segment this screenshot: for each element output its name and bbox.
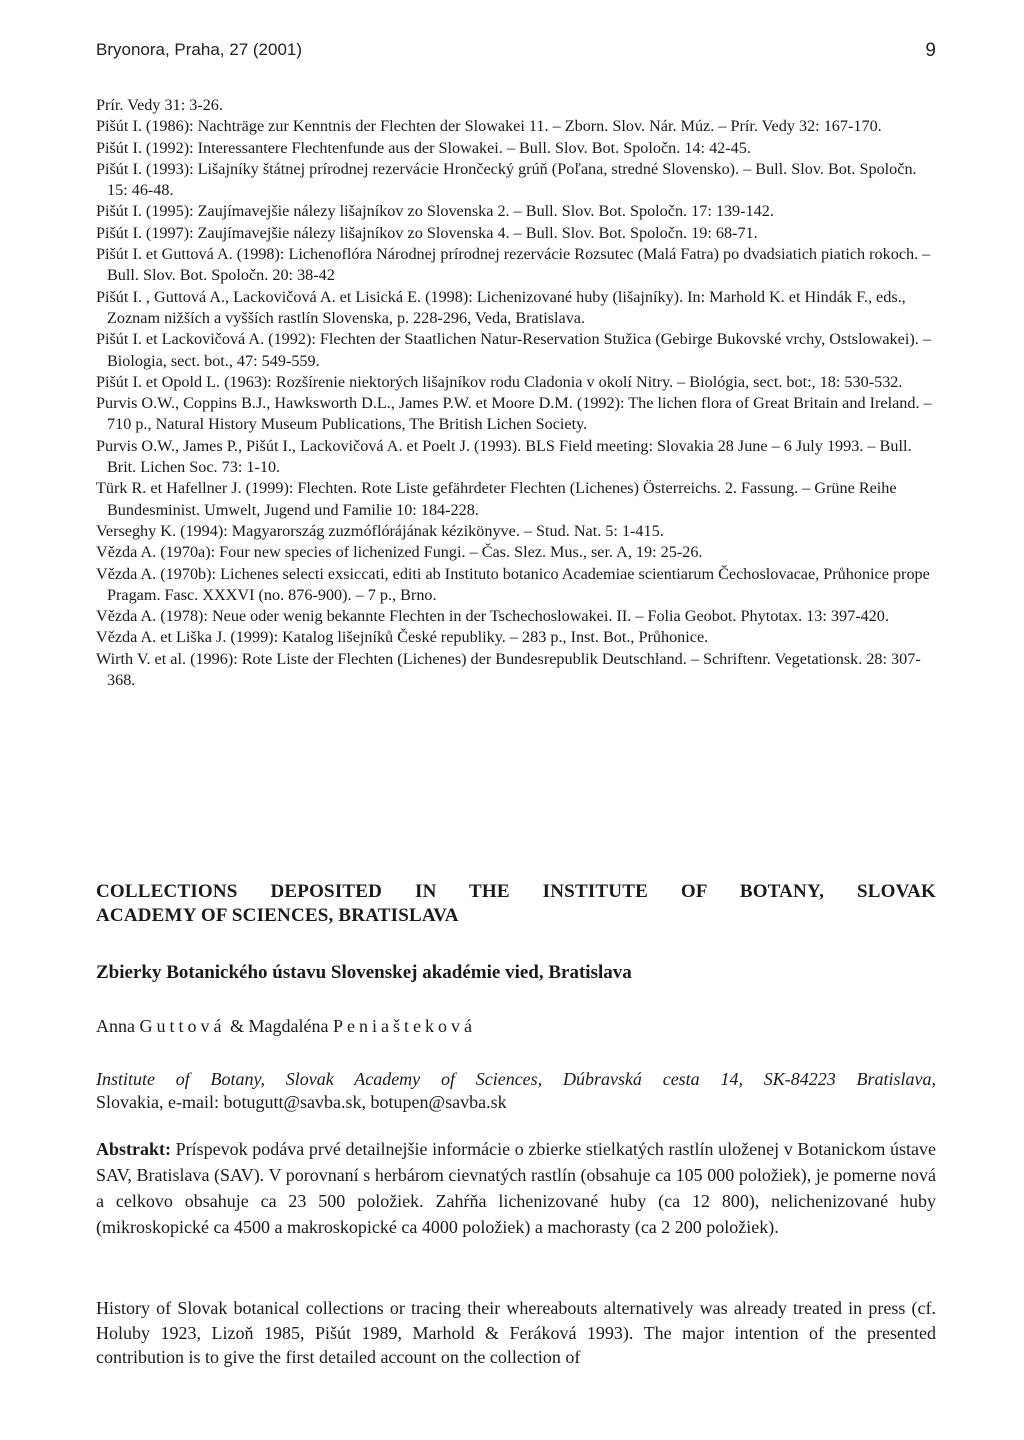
author1-first-name: Anna <box>96 1016 135 1036</box>
reference-item: Vězda A. et Liška J. (1999): Katalog lišejníků České republiky. – 283 p., Inst. Bot., Průhonice. <box>96 628 709 647</box>
article-title-line-1: COLLECTIONS DEPOSITED IN THE INSTITUTE OF BOTANY, SLOVAK <box>96 881 936 902</box>
affiliation-block <box>96 1068 936 1114</box>
reference-item: Pišút I. et Guttová A. (1998): Lichenoflóra Národnej prírodnej rezervácie Rozsutec (Malá Fatra) po dvadsiatich piatich rokoch. – Bull. Slov. Bot. Spoločn. 20: 38-42 <box>96 245 931 285</box>
reference-item: Pišút I. (1997): Zaujímavejšie nálezy lišajníkov zo Slovenska 4. – Bull. Slov. Bot. Spoločn. 19: 68-71. <box>96 223 758 242</box>
page-number: 9 <box>925 40 936 61</box>
article-subtitle: Zbierky Botanického ústavu Slovenskej akadémie vied, Bratislava <box>96 962 632 983</box>
reference-list <box>96 95 936 691</box>
author2-first-name: Magdaléna <box>248 1016 329 1036</box>
reference-item: Verseghy K. (1994): Magyarország zuzmóflórájának kézikönyve. – Stud. Nat. 5: 1-415. <box>96 521 664 540</box>
reference-item: Purvis O.W., James P., Pišút I., Lackovičová A. et Poelt J. (1993). BLS Field meeting: Slovakia 28 June – 6 July 1993. – Bull. Brit. Lichen Soc. 73: 1-10. <box>96 436 912 477</box>
running-header <box>96 40 936 60</box>
reference-item: Pišút I. (1986): Nachträge zur Kenntnis der Flechten der Slowakei 11. – Zborn. Slov. Nár. Múz. – Prír. Vedy 32: 167-170. <box>96 117 882 136</box>
article-title-line-2: ACADEMY OF SCIENCES, BRATISLAVA <box>96 905 459 926</box>
reference-item: Türk R. et Hafellner J. (1999): Flechten. Rote Liste gefährdeter Flechten (Lichenes) Österreichs. 2. Fassung. – Grüne Reihe Bundesminist. Umwelt, Jugend und Familie 10: 184-228. <box>96 479 897 519</box>
journal-citation: Bryonora, Praha, 27 (2001) <box>96 40 303 59</box>
abstract <box>96 1136 936 1240</box>
reference-item: Pišút I. (1992): Interessantere Flechtenfunde aus der Slowakei. – Bull. Slov. Bot. Spoločn. 14: 42-45. <box>96 138 751 157</box>
contact-email: Slovakia, e-mail: botugutt@savba.sk, botupen@savba.sk <box>96 1092 507 1112</box>
reference-item: Pišút I. et Opold L. (1963): Rozšírenie niektorých lišajníkov rodu Cladonia v okolí Nitry. – Biológia, sect. bot:, 18: 530-532. <box>96 372 903 391</box>
author1-last-name: Guttová <box>139 1016 226 1036</box>
reference-item: Prír. Vedy 31: 3-26. <box>96 96 223 114</box>
reference-item: Pišút I. , Guttová A., Lackovičová A. et Lisická E. (1998): Lichenizované huby (lišajníky). In: Marhold K. et Hindák F., eds., Zoznam nižších a vyšších rastlín Slovenska, p. 228-296, Veda, Bratislava. <box>96 287 906 327</box>
body-paragraph: History of Slovak botanical collections or tracing their whereabouts alternatively was already treated in press (cf. Holuby 1923, Lizoň 1985, Pišút 1989, Marhold & Feráková 1993). The major intention of the presented contribution is to give the first detailed account on the collection of <box>96 1298 936 1367</box>
abstract-label: Abstrakt: <box>96 1139 171 1159</box>
reference-item: Wirth V. et al. (1996): Rote Liste der Flechten (Lichenes) der Bundesrepublik Deutschland. – Schriftenr. Vegetationsk. 28: 307-368. <box>96 649 921 690</box>
reference-item: Pišút I. (1993): Lišajníky štátnej prírodnej rezervácie Hrončecký grúň (Poľana, stredné Slovensko). – Bull. Slov. Bot. Spoločn. 15: 46-48. <box>96 159 917 200</box>
author2-last-name: Peniašteková <box>332 1016 476 1036</box>
affiliation: Institute of Botany, Slovak Academy of Sciences, Dúbravská cesta 14, SK-84223 Bratislava, <box>96 1069 936 1089</box>
article-title <box>96 880 936 928</box>
reference-item: Purvis O.W., Coppins B.J., Hawksworth D.L., James P.W. et Moore D.M. (1992): The lichen flora of Great Britain and Ireland. – 710 p., Natural History Museum Publications, The British Lichen Society. <box>96 394 932 434</box>
reference-item: Vězda A. (1970b): Lichenes selecti exsiccati, editi ab Instituto botanico Academiae scientiarum Čechoslovacae, Průhonice prope Pragam. Fasc. XXXVI (no. 876-900). – 7 p., Brno. <box>96 564 930 604</box>
author-separator: & <box>230 1016 245 1036</box>
reference-item: Vězda A. (1978): Neue oder wenig bekannte Flechten in der Tschechoslowakei. II. – Folia Geobot. Phytotax. 13: 397-420. <box>96 607 889 626</box>
abstract-text: Príspevok podáva prvé detailnejšie informácie o zbierke stielkatých rastlín uloženej v Botanickom ústave SAV, Bratislava (SAV). V porovnaní s herbárom cievnatých rastlín (obsahuje ca 105 000 položiek), je pomerne nová a celkovo obsahuje ca 23 500 položiek. Zahŕňa lichenizované huby (ca 12 800), nelichenizované huby (mikroskopické ca 4500 a makroskopické ca 4000 položiek) a machorasty (ca 2 200 položiek). <box>96 1139 937 1237</box>
reference-item: Vězda A. (1970a): Four new species of lichenized Fungi. – Čas. Slez. Mus., ser. A, 19: 25-26. <box>96 543 703 562</box>
author-line <box>96 1016 936 1037</box>
reference-item: Pišút I. (1995): Zaujímavejšie nálezy lišajníkov zo Slovenska 2. – Bull. Slov. Bot. Spoločn. 17: 139-142. <box>96 202 774 221</box>
reference-item: Pišút I. et Lackovičová A. (1992): Flechten der Staatlichen Natur-Reservation Stužica (Gebirge Bukovské vrchy, Ostslowakei). – Biologia, sect. bot., 47: 549-559. <box>96 330 931 370</box>
